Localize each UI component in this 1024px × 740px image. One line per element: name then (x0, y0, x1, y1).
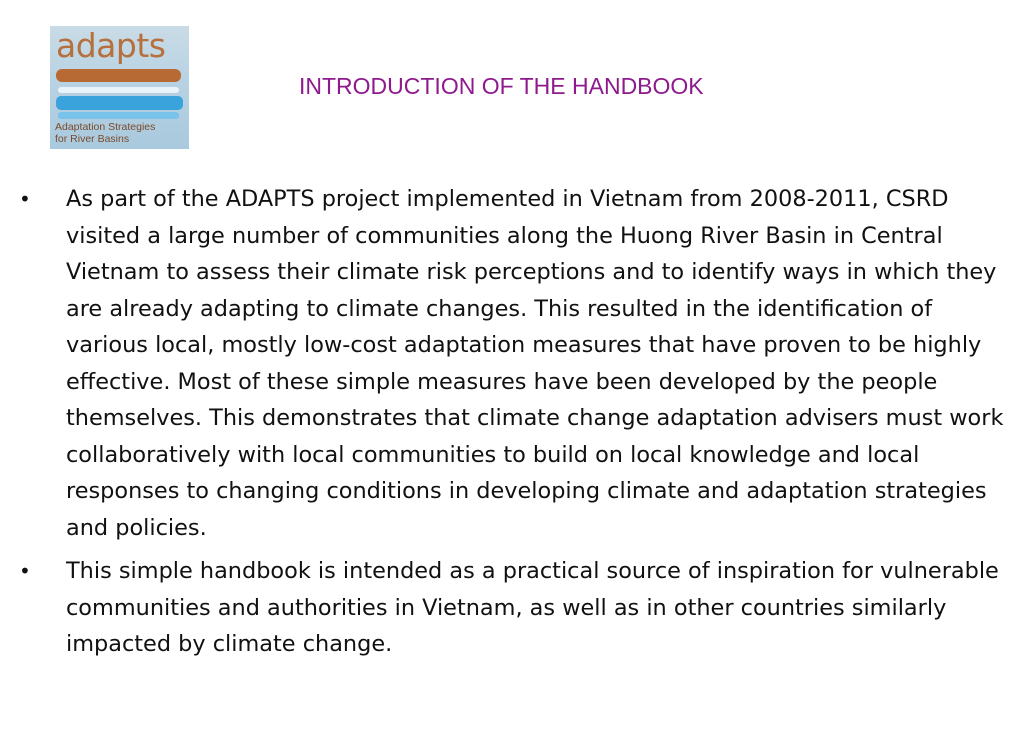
slide-title: INTRODUCTION OF THE HANDBOOK (299, 73, 704, 99)
bullet-list (0, 181, 1024, 670)
logo-tagline-line1: Adaptation Strategies (55, 121, 156, 133)
logo-tagline-line2: for River Basins (55, 133, 130, 145)
bullet-text: As part of the ADAPTS project implemented in Vietnam from 2008-2011, CSRD visited a large number of communities along the Huong River Basin in Central Vietnam to assess their climate risk perceptions and to identify ways in which they are already adapting to climate changes. This resulted in the identification of various local, mostly low-cost adaptation measures that have proven to be highly effective. Most of these simple measures have been developed by the people themselves. This demonstrates that climate change adaptation advisers must work collaboratively with local communities to build on local knowledge and local responses to changing conditions in developing climate and adaptation strategies and policies. (66, 186, 1004, 541)
bullet-icon: • (19, 559, 31, 583)
adapts-logo (50, 26, 189, 149)
logo-blue-band (56, 96, 183, 110)
bullet-text: This simple handbook is intended as a practical source of inspiration for vulnerable communities and authorities in Vietnam, as well as in other countries similarly impacted by climate change. (66, 558, 999, 657)
logo-wordmark: adapts (56, 26, 166, 65)
bullet-item-handbook (0, 553, 1024, 663)
bullet-icon: • (19, 187, 31, 211)
logo-light-band (58, 87, 179, 93)
logo-tagline (55, 121, 155, 145)
bullet-item-project (0, 181, 1024, 546)
logo-blue-band-lower (58, 112, 179, 119)
logo-brown-band (56, 69, 181, 82)
